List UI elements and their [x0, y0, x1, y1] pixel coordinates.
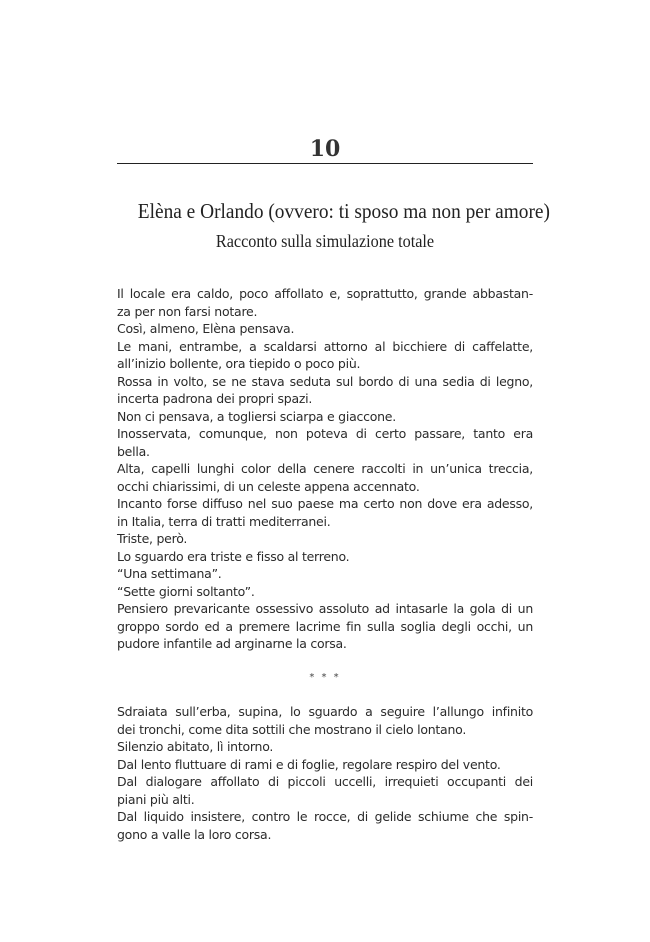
text-line: Alta, capelli lunghi color della cenere raccolti in un’unica treccia,: [117, 461, 533, 476]
text-line: Silenzio abitato, lì intorno.: [117, 739, 274, 754]
chapter-rule: [117, 163, 533, 164]
text-line: za per non farsi notare.: [117, 303, 258, 319]
text-line: in Italia, terra di tratti mediterranei.: [117, 513, 331, 529]
story-title: Elèna e Orlando (ovvero: ti sposo ma non per amore): [137, 199, 550, 223]
text-line: Rossa in volto, se ne stava seduta sul bordo di una sedia di legno,: [117, 373, 533, 389]
text-line: “Sette giorni soltanto”.: [117, 583, 255, 599]
section-separator: * * *: [309, 672, 341, 683]
section-1: [117, 285, 533, 653]
text-line: “Una settimana”.: [117, 566, 222, 581]
text-line: Così, almeno, Elèna pensava.: [117, 321, 295, 336]
text-line: Pensiero prevaricante ossessivo assoluto ad intasarle la gola di un: [117, 601, 533, 616]
text-line: occhi chiarissimi, di un celeste appena accennato.: [117, 478, 420, 494]
text-line: Dal lento fluttuare di rami e di foglie, regolare respiro del vento.: [117, 756, 501, 772]
section-2: [117, 703, 533, 843]
text-line: Sdraiata sull’erba, supina, lo sguardo a seguire l’allungo infinito: [117, 704, 533, 719]
text-line: Lo sguardo era triste e fisso al terreno.: [117, 548, 350, 564]
text-line: Triste, però.: [117, 531, 188, 546]
text-line: Le mani, entrambe, a scaldarsi attorno al bicchiere di caffelatte,: [117, 338, 533, 354]
text-line: Inosservata, comunque, non poteva di certo passare, tanto era: [117, 426, 533, 441]
text-line: Dal dialogare affollato di piccoli uccelli, irrequieti occupanti dei: [117, 774, 533, 789]
text-line: Non ci pensava, a togliersi sciarpa e giaccone.: [117, 408, 396, 424]
text-line: dei tronchi, come dita sottili che mostrano il cielo lontano.: [117, 721, 467, 737]
chapter-number: 10: [309, 136, 341, 162]
text-line: groppo sordo ed a premere lacrime fin sulla soglia degli occhi, un: [117, 618, 533, 634]
text-line: gono a valle la loro corsa.: [117, 826, 272, 842]
text-line: bella.: [117, 443, 150, 459]
text-line: incerta padrona dei propri spazi.: [117, 391, 313, 406]
text-line: piani più alti.: [117, 791, 195, 807]
story-subtitle: Racconto sulla simulazione totale: [215, 231, 435, 251]
text-line: Il locale era caldo, poco affollato e, soprattutto, grande abbastan-: [117, 286, 533, 301]
text-line: Dal liquido insistere, contro le rocce, di gelide schiume che spin-: [117, 809, 533, 824]
text-line: pudore infantile ad arginarne la corsa.: [117, 636, 347, 651]
text-line: Incanto forse diffuso nel suo paese ma certo non dove era adesso,: [117, 496, 533, 511]
text-line: all’inizio bollente, ora tiepido o poco più.: [117, 356, 361, 371]
